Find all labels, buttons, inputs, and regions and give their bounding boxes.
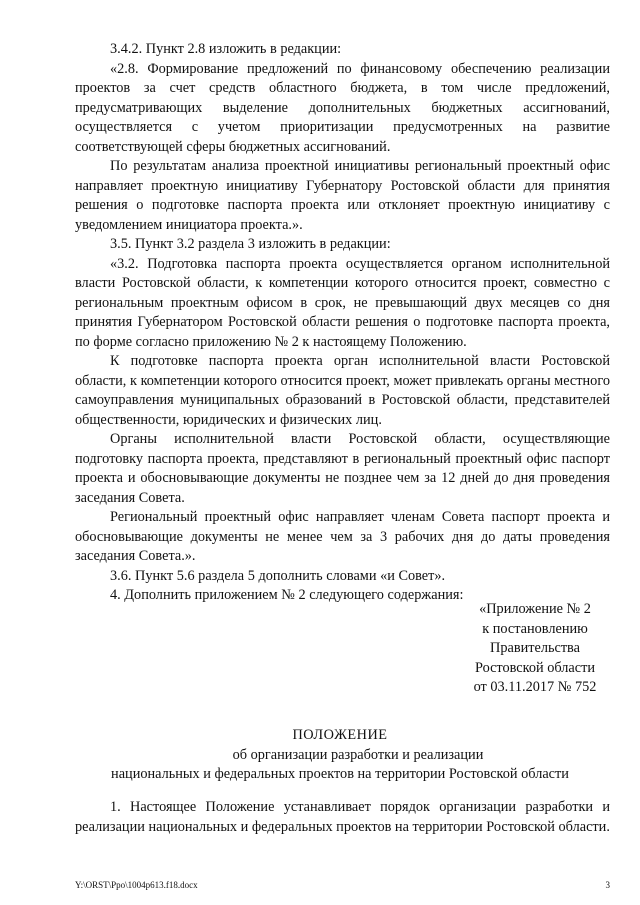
appendix-note-line: от 03.11.2017 № 752	[473, 679, 597, 695]
paragraph-regulation-1: 1. Настоящее Положение устанавливает порядок организации разработки и реализации национальных и федеральных проектов на территории Ростовской области.	[75, 799, 610, 835]
regulation-title: ПОЛОЖЕНИЕ	[292, 727, 388, 743]
regulation-title-block	[60, 726, 620, 785]
paragraph-2-8-funding: «2.8. Формирование предложений по финансовому обеспечению реализации проектов за счет средств областного бюджета, в том числе предложений, предусматривающих выделение дополнительных бюджетных ассигнований, осуществляется с учетом приоритизации предусмотренных на развитие соответствующей сферы бюджетных ассигнований.	[75, 60, 610, 155]
paragraph-council-distribution: Региональный проектный офис направляет членам Совета паспорт проекта и обосновывающие документы не менее чем за 3 рабочих дня до даты проведения заседания Совета.».	[75, 509, 610, 564]
appendix-note	[440, 600, 630, 698]
page-footer	[75, 880, 610, 890]
page-number: 3	[605, 880, 610, 890]
paragraph-3-6: 3.6. Пункт 5.6 раздела 5 дополнить словами «и Совет».	[110, 567, 446, 584]
regulation-body	[75, 798, 610, 837]
appendix-note-line: Ростовской области	[474, 659, 596, 676]
paragraph-passport-submission: Органы исполнительной власти Ростовской области, осуществляющие подготовку паспорта проекта, представляют в региональный проектный офис паспорт проекта и обосновывающие документы не позднее чем за 12 дней до дня проведения заседания Совета.	[75, 431, 610, 506]
paragraph-initiative-analysis: По результатам анализа проектной инициативы региональный проектный офис направляет проектную инициативу Губернатору Ростовской области для принятия решения о подготовке паспорта проекта или отклоняет проектную инициативу с уведомлением инициатора проекта.».	[75, 158, 610, 233]
appendix-note-line: к постановлению	[482, 620, 588, 637]
paragraph-passport-involvement: К подготовке паспорта проекта орган исполнительной власти Ростовской области, к компетенции которого относится проект, может привлекать органы местного самоуправления муниципальных образований в Ростовской области, представителей общественности, юридических и физических лиц.	[75, 353, 610, 428]
appendix-note-line: Правительства	[490, 640, 580, 656]
regulation-subtitle: об организации разработки и реализации	[232, 746, 484, 763]
document-body	[75, 40, 610, 606]
paragraph-3-4-2: 3.4.2. Пункт 2.8 изложить в редакции:	[110, 41, 342, 57]
file-path: Y:\ORST\Ppo\1004p613.f18.docx	[75, 880, 198, 890]
paragraph-4: 4. Дополнить приложением № 2 следующего содержания:	[110, 587, 464, 603]
regulation-subtitle: национальных и федеральных проектов на территории Ростовской области	[111, 766, 569, 782]
appendix-note-line: «Приложение № 2	[479, 601, 591, 617]
paragraph-3-2-passport: «3.2. Подготовка паспорта проекта осуществляется органом исполнительной власти Ростовской области, к компетенции которого относится проект, совместно с региональным проектным офисом в срок, не превышающий двух месяцев со дня принятия Губернатором Ростовской области решения о подготовке паспорта проекта, по форме согласно приложению № 2 к настоящему Положению.	[75, 255, 610, 350]
paragraph-3-5: 3.5. Пункт 3.2 раздела 3 изложить в редакции:	[110, 236, 391, 252]
